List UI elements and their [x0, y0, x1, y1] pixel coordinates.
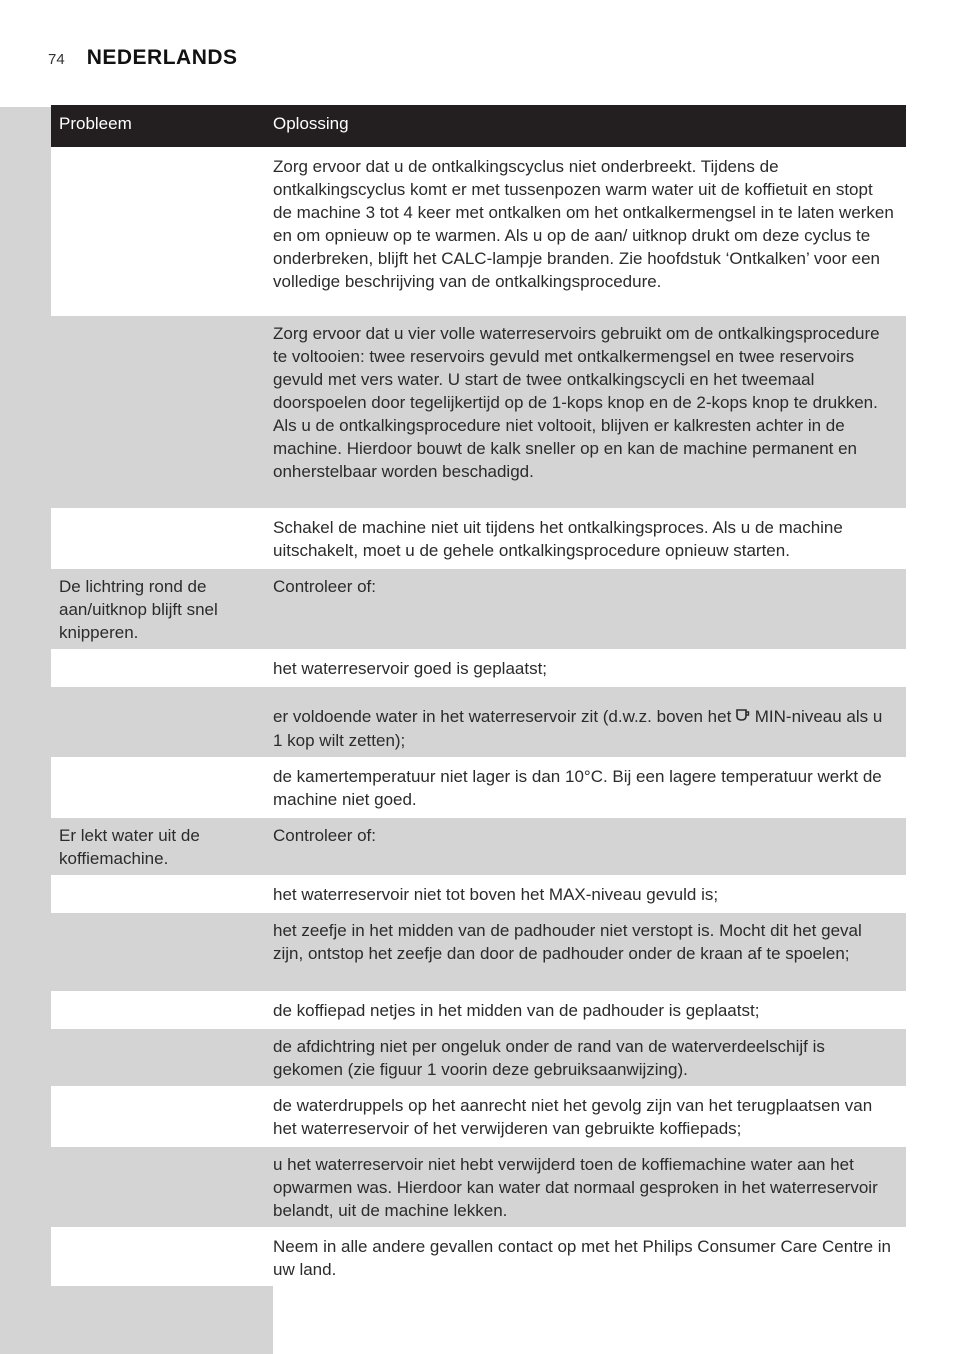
solution-cell: het zeefje in het midden van de padhouder niet verstopt is. Mocht dit het geval zijn, ontstop het zeefje dan door de padhouder onder de kraan af te spoelen; [265, 912, 906, 992]
table-row [51, 1028, 906, 1087]
problem-cell [51, 148, 265, 315]
solution-cell: Zorg ervoor dat u vier volle waterreservoirs gebruikt om de ontkalkingsprocedure te voltooien: twee reservoirs gevuld met ontkalkermengsel en twee reservoirs gevuld met vers water. U start de twee ontkalkingscycli en het tweemaal doorspoelen door tegelijkertijd op de 1-kops knop en de 2-kops knop te drukken. Als u de ontkalkingsprocedure niet voltooit, blijven er kalkresten achter in de machine. Hierdoor bouwt de kalk sneller op en kan de machine permanent en onherstelbaar worden beschadigd. [265, 315, 906, 509]
problem-cell: Er lekt water uit de koffiemachine. [51, 817, 265, 876]
solution-cell: de waterdruppels op het aanrecht niet het gevolg zijn van het terugplaatsen van het waterreservoir of het verwijderen van gebruikte koffiepads; [265, 1087, 906, 1146]
table-row [51, 1087, 906, 1146]
solution-cell: Controleer of: [265, 568, 906, 650]
solution-text-after-icon: MIN-niveau als u 1 kop wilt zetten); [273, 707, 883, 750]
table-row [51, 876, 906, 912]
table-row [51, 1228, 906, 1286]
table-row [51, 992, 906, 1028]
problem-cell [51, 1146, 265, 1228]
solution-cell: het waterreservoir goed is geplaatst; [265, 650, 906, 686]
page-header [48, 46, 238, 70]
problem-cell [51, 912, 265, 992]
table-row [51, 817, 906, 876]
solution-cell: Controleer of: [265, 817, 906, 876]
table-row [51, 686, 906, 758]
table-header-row [51, 105, 906, 148]
solution-cell: Schakel de machine niet uit tijdens het ontkalkingsproces. Als u de machine uitschakelt, moet u de gehele ontkalkingsprocedure opnieuw starten. [265, 509, 906, 568]
problem-cell: De lichtring rond de aan/uitknop blijft snel knipperen. [51, 568, 265, 650]
column-header-problem: Probleem [51, 105, 265, 148]
table-row [51, 509, 906, 568]
solution-cell: u het waterreservoir niet hebt verwijderd toen de koffiemachine water aan het opwarmen was. Hierdoor kan water dat normaal gesproken in het waterreservoir belandt, uit de machine lekken. [265, 1146, 906, 1228]
problem-cell [51, 650, 265, 686]
table-row [51, 315, 906, 509]
table-row [51, 1146, 906, 1228]
problem-cell [51, 315, 265, 509]
problem-cell [51, 509, 265, 568]
cup-icon [736, 706, 750, 729]
problem-cell [51, 876, 265, 912]
table-row [51, 758, 906, 817]
solution-cell: Neem in alle andere gevallen contact op met het Philips Consumer Care Centre in uw land. [265, 1228, 906, 1286]
solution-cell: het waterreservoir niet tot boven het MAX-niveau gevuld is; [265, 876, 906, 912]
table-row [51, 650, 906, 686]
solution-cell: de koffiepad netjes in het midden van de padhouder is geplaatst; [265, 992, 906, 1028]
troubleshooting-table [51, 105, 906, 1286]
table-row [51, 912, 906, 992]
table-row [51, 148, 906, 315]
problem-cell [51, 1228, 265, 1286]
solution-cell [265, 686, 906, 758]
solution-cell: de afdichtring niet per ongeluk onder de rand van de waterverdeelschijf is gekomen (zie figuur 1 voorin deze gebruiksaanwijzing). [265, 1028, 906, 1087]
problem-cell [51, 992, 265, 1028]
page-number: 74 [48, 51, 65, 68]
problem-cell [51, 1028, 265, 1087]
column-header-solution: Oplossing [265, 105, 906, 148]
problem-cell [51, 686, 265, 758]
section-title: NEDERLANDS [86, 46, 238, 69]
table-row [51, 568, 906, 650]
solution-cell: Zorg ervoor dat u de ontkalkingscyclus niet onderbreekt. Tijdens de ontkalkingscyclus komt er met tussenpozen warm water uit de koffietuit en stopt de machine 3 tot 4 keer met ontkalken om het ontkalkermengsel in te laten werken en om opnieuw op te warmen. Als u op de aan/ uitknop drukt om deze cyclus te onderbreken, blijft het CALC-lampje branden. Zie hoofdstuk ‘Ontkalken’ voor een volledige beschrijving van de ontkalkingsprocedure. [265, 148, 906, 315]
problem-cell [51, 1087, 265, 1146]
solution-cell: de kamertemperatuur niet lager is dan 10°C. Bij een lagere temperatuur werkt de machine niet goed. [265, 758, 906, 817]
solution-text-before-icon: er voldoende water in het waterreservoir zit (d.w.z. boven het [273, 707, 732, 726]
problem-cell [51, 758, 265, 817]
